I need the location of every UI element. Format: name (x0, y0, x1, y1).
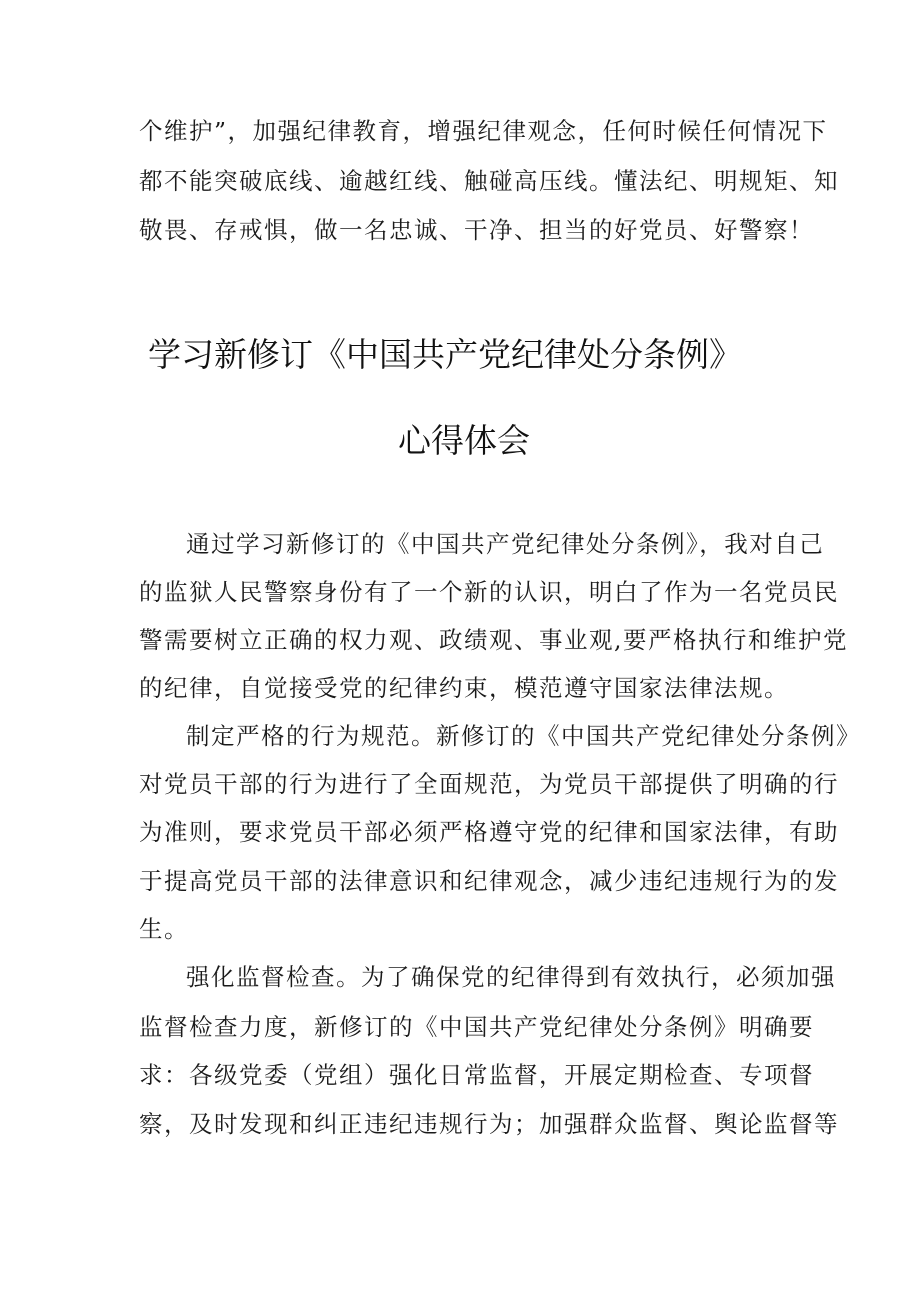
paragraph-1-line-3: 警需要树立正确的权力观、政绩观、事业观,要严格执行和维护党 (139, 626, 848, 654)
paragraph-3-line-2: 监督检查力度，新修订的《中国共产党纪律处分条例》明确要 (139, 1013, 814, 1041)
page-title: 学习新修订《中国共产党纪律处分条例》 (148, 335, 742, 374)
paragraph-3-line-1: 强化监督检查。为了确保党的纪律得到有效执行，必须加强 (186, 963, 836, 991)
page-subtitle: 心得体会 (398, 421, 530, 460)
paragraph-1-line-1: 通过学习新修订的《中国共产党纪律处分条例》，我对自己 (186, 530, 825, 558)
paragraph-1-line-2: 的监狱人民警察身份有了一个新的认识，明白了作为一名党员民 (139, 578, 839, 606)
paragraph-1-line-4: 的纪律，自觉接受党的纪律约束，模范遵守国家法律法规。 (139, 674, 789, 702)
paragraph-3-line-4: 察，及时发现和纠正违纪违规行为；加强群众监督、舆论监督等 (139, 1110, 839, 1138)
intro-line-3: 敬畏、存戒惧，做一名忠诚、干净、担当的好党员、好警察！ (139, 216, 814, 244)
paragraph-2-line-2: 对党员干部的行为进行了全面规范，为党员干部提供了明确的行 (139, 770, 839, 798)
paragraph-2-line-3: 为准则，要求党员干部必须严格遵守党的纪律和国家法律，有助 (139, 818, 839, 846)
intro-line-1: 个维护”，加强纪律教育，增强纪律观念，任何时候任何情况下 (139, 117, 828, 145)
paragraph-3-line-3: 求：各级党委（党组）强化日常监督，开展定期检查、专项督 (139, 1061, 814, 1089)
paragraph-2-line-1: 制定严格的行为规范。新修订的《中国共产党纪律处分条例》 (186, 722, 861, 750)
intro-line-2: 都不能突破底线、逾越红线、触碰高压线。懂法纪、明规矩、知 (139, 167, 839, 195)
paragraph-2-line-4: 于提高党员干部的法律意识和纪律观念，减少违纪违规行为的发 (139, 867, 839, 895)
paragraph-2-line-5: 生。 (139, 915, 189, 943)
